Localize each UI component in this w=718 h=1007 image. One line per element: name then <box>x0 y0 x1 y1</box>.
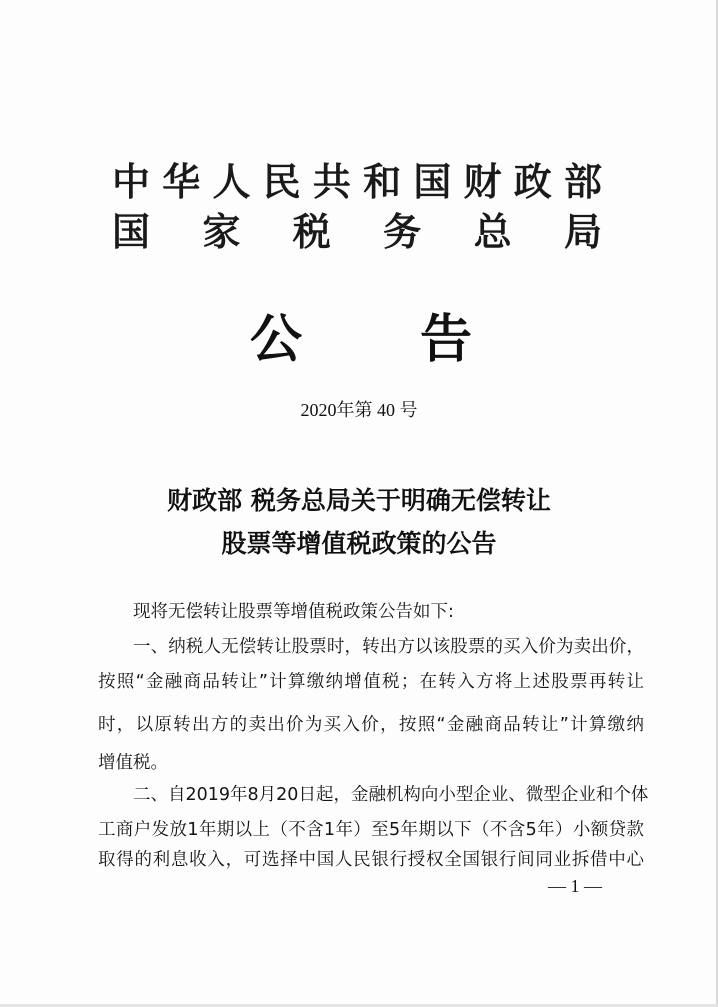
issuer-char: 人 <box>212 159 251 204</box>
issuer-char: 国 <box>413 159 452 204</box>
issuer-char: 华 <box>162 159 201 204</box>
body-line: 一、纳税人无偿转让股票时，转出方以该股票的买入价为卖出价， <box>133 637 644 657</box>
body-line: 时，以原转出方的卖出价为买入价，按照“金融商品转让”计算缴纳 <box>98 715 644 735</box>
issuer-char: 和 <box>363 159 402 204</box>
doc-type-char: 告 <box>419 309 472 370</box>
document-type-heading <box>250 308 472 372</box>
body-line: 增值税。 <box>98 753 168 773</box>
body-line: 现将无偿转让股票等增值税政策公告如下: <box>133 602 454 622</box>
issuer-char: 局 <box>563 209 602 254</box>
issuer-char: 总 <box>473 209 512 254</box>
issuer-char: 国 <box>112 209 151 254</box>
document-title-line-2: 股票等增值税政策的公告 <box>221 529 497 558</box>
body-line: 二、自2019年8月20日起，金融机构向小型企业、微型企业和个体 <box>133 785 649 805</box>
document-number: 2020年第 40 号 <box>300 400 418 420</box>
issuer-char: 政 <box>513 159 552 204</box>
body-line: 工商户发放1年期以上（不含1年）至5年期以下（不含5年）小额贷款 <box>98 820 644 840</box>
issuer-state-taxation-administration <box>112 208 602 256</box>
issuer-char: 中 <box>112 159 151 204</box>
page-number: — 1 — <box>548 876 602 896</box>
doc-type-char: 公 <box>250 309 303 370</box>
body-line: 按照“金融商品转让”计算缴纳增值税；在转入方将上述股票再转让 <box>98 672 644 692</box>
issuer-char: 财 <box>463 159 502 204</box>
issuer-char: 税 <box>292 209 331 254</box>
issuer-char: 家 <box>202 209 241 254</box>
document-title-line-1: 财政部 税务总局关于明确无偿转让 <box>167 486 551 515</box>
issuer-char: 务 <box>383 209 422 254</box>
issuer-char: 部 <box>563 159 602 204</box>
body-line: 取得的利息收入，可选择中国人民银行授权全国银行间同业拆借中心 <box>98 850 644 870</box>
issuer-char: 民 <box>262 159 301 204</box>
issuer-ministry-of-finance <box>112 158 602 206</box>
issuer-char: 共 <box>312 159 351 204</box>
